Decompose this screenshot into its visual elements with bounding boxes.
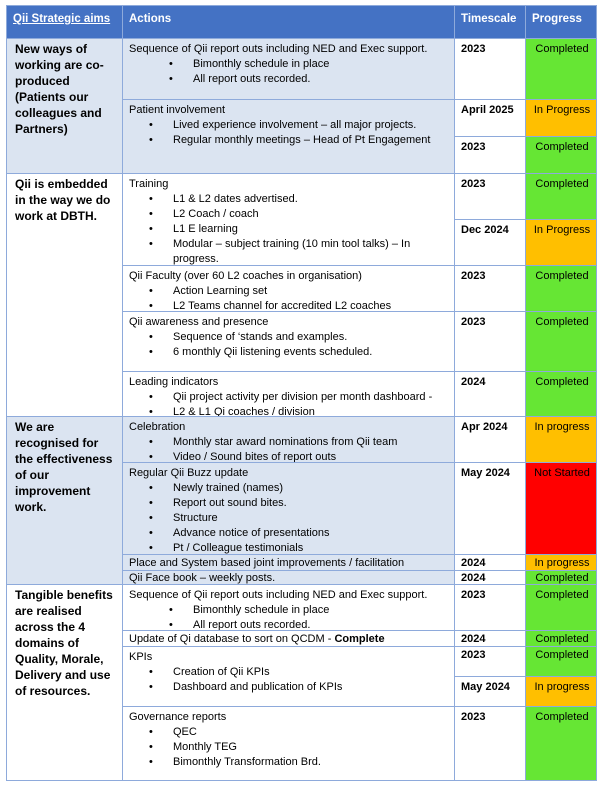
action-awareness [122, 311, 455, 372]
action-bullet: • L2 Teams channel for accredited L2 coaches [129, 299, 450, 312]
timescale-cell: 2023 [454, 311, 526, 372]
timescale-cell: Dec 2024 [454, 219, 526, 266]
status-badge: Completed [525, 630, 597, 647]
action-bullet: • Sequence of ‘stands and examples. [129, 330, 450, 345]
action-title: Qii Faculty (over 60 L2 coaches in organisation) [129, 270, 362, 282]
timescale-cell: Apr 2024 [454, 416, 526, 463]
action-title: Sequence of Qii report outs including NED and Exec support. [129, 43, 428, 55]
action-bullet: • Bimonthly schedule in place [129, 603, 450, 618]
timescale-cell: May 2024 [454, 462, 526, 555]
status-badge: Completed [525, 706, 597, 781]
action-kpis [122, 646, 455, 707]
timescale-cell: 2023 [454, 173, 526, 220]
action-report-outs-2 [122, 584, 455, 631]
action-report-outs [122, 38, 455, 100]
action-bullet: • L1 & L2 dates advertised. [129, 192, 450, 207]
aim-recognised: We are recognised for the effectiveness of our improvement work. [6, 416, 123, 585]
status-badge: Completed [525, 265, 597, 312]
status-badge: Completed [525, 136, 597, 174]
action-title: Qii awareness and presence [129, 316, 269, 328]
status-badge: Not Started [525, 462, 597, 555]
action-bullet: • L2 & L1 Qi coaches / division [129, 405, 450, 417]
status-badge: In progress [525, 416, 597, 463]
status-badge: In progress [525, 676, 597, 707]
action-bullet: • Dashboard and publication of KPIs [129, 680, 450, 695]
action-bullet: • L1 E learning [129, 222, 450, 237]
action-bullet: • 6 monthly Qii listening events scheduled. [129, 345, 450, 360]
action-leading-indicators [122, 371, 455, 417]
aim-tangible-benefits: Tangible benefits are realised across the 4 domains of Quality, Morale, Delivery and use of resources. [6, 584, 123, 781]
action-patient-involvement [122, 99, 455, 174]
aim-embedded: Qii is embedded in the way we do work at DBTH. [6, 173, 123, 417]
action-bullet: • Advance notice of presentations [129, 526, 450, 541]
timescale-cell: 2023 [454, 265, 526, 312]
action-title: Celebration [129, 421, 186, 433]
action-bullet: • Modular – subject training (10 min tool talks) – In progress. [129, 237, 450, 266]
action-bullet: • Regular monthly meetings – Head of Pt Engagement [129, 133, 450, 148]
action-bullet: • Pt / Colleague testimonials [129, 541, 450, 555]
action-title: Sequence of Qii report outs including NED and Exec support. [129, 589, 428, 601]
status-badge: Completed [525, 311, 597, 372]
action-bullet: • All report outs recorded. [129, 618, 450, 631]
action-celebration [122, 416, 455, 463]
timescale-cell: 2024 [454, 570, 526, 585]
action-bullet: • Newly trained (names) [129, 481, 450, 496]
status-badge: In progress [525, 554, 597, 571]
action-title: Governance reports [129, 711, 227, 723]
action-bullet: • Monthly star award nominations from Qii team [129, 435, 450, 450]
action-place-system [122, 554, 455, 571]
timescale-cell: 2023 [454, 136, 526, 174]
aim-coproduced: New ways of working are co-produced (Patients our colleagues and Partners) [6, 38, 123, 174]
status-badge: Completed [525, 38, 597, 100]
header-progress: Progress [525, 5, 597, 39]
timescale-cell: May 2024 [454, 676, 526, 707]
timescale-cell: 2024 [454, 554, 526, 571]
action-title: Training [129, 178, 169, 190]
action-title: KPIs [129, 651, 153, 663]
action-training [122, 173, 455, 266]
action-bullet: • Bimonthly schedule in place [129, 57, 450, 72]
status-badge: Completed [525, 371, 597, 417]
timescale-cell: 2023 [454, 706, 526, 781]
action-title: Regular Qii Buzz update [129, 467, 249, 479]
action-bullet: • All report outs recorded. [129, 72, 450, 87]
action-bullet: • Qii project activity per division per month dashboard - [129, 390, 450, 405]
header-aims: Qii Strategic aims [6, 5, 123, 39]
action-bullet: • Video / Sound bites of report outs [129, 450, 450, 463]
status-badge: Completed [525, 646, 597, 677]
timescale-cell: 2024 [454, 630, 526, 647]
timescale-cell: 2023 [454, 584, 526, 631]
action-qii-faculty [122, 265, 455, 312]
action-bullet: • Lived experience involvement – all major projects. [129, 118, 450, 133]
action-facebook [122, 570, 455, 585]
action-bullet: • Creation of Qii KPIs [129, 665, 450, 680]
action-bullet: • QEC [129, 725, 450, 740]
action-bullet: • Report out sound bites. [129, 496, 450, 511]
action-bullet: • Bimonthly Transformation Brd. [129, 755, 450, 770]
status-badge: Completed [525, 173, 597, 220]
timescale-cell: April 2025 [454, 99, 526, 137]
action-title-complete: Complete [334, 633, 385, 645]
action-qii-buzz [122, 462, 455, 555]
action-title: Qii Face book – weekly posts. [129, 572, 276, 584]
status-badge: Completed [525, 570, 597, 585]
action-bullet: • L2 Coach / coach [129, 207, 450, 222]
status-badge: In Progress [525, 219, 597, 266]
action-title: Place and System based joint improvements / facilitation [129, 557, 405, 569]
header-timescale: Timescale [454, 5, 526, 39]
timescale-cell: 2023 [454, 38, 526, 100]
header-actions: Actions [122, 5, 455, 39]
action-title: Patient involvement [129, 104, 225, 116]
status-badge: Completed [525, 584, 597, 631]
timescale-cell: 2024 [454, 371, 526, 417]
status-badge: In Progress [525, 99, 597, 137]
timescale-cell: 2023 [454, 646, 526, 677]
action-bullet: • Structure [129, 511, 450, 526]
action-qi-database [122, 630, 455, 647]
action-bullet: • Action Learning set [129, 284, 450, 299]
action-governance [122, 706, 455, 781]
action-bullet: • Monthly TEG [129, 740, 450, 755]
action-title: Leading indicators [129, 376, 219, 388]
action-title: Update of Qi database to sort on QCDM - [129, 633, 335, 645]
